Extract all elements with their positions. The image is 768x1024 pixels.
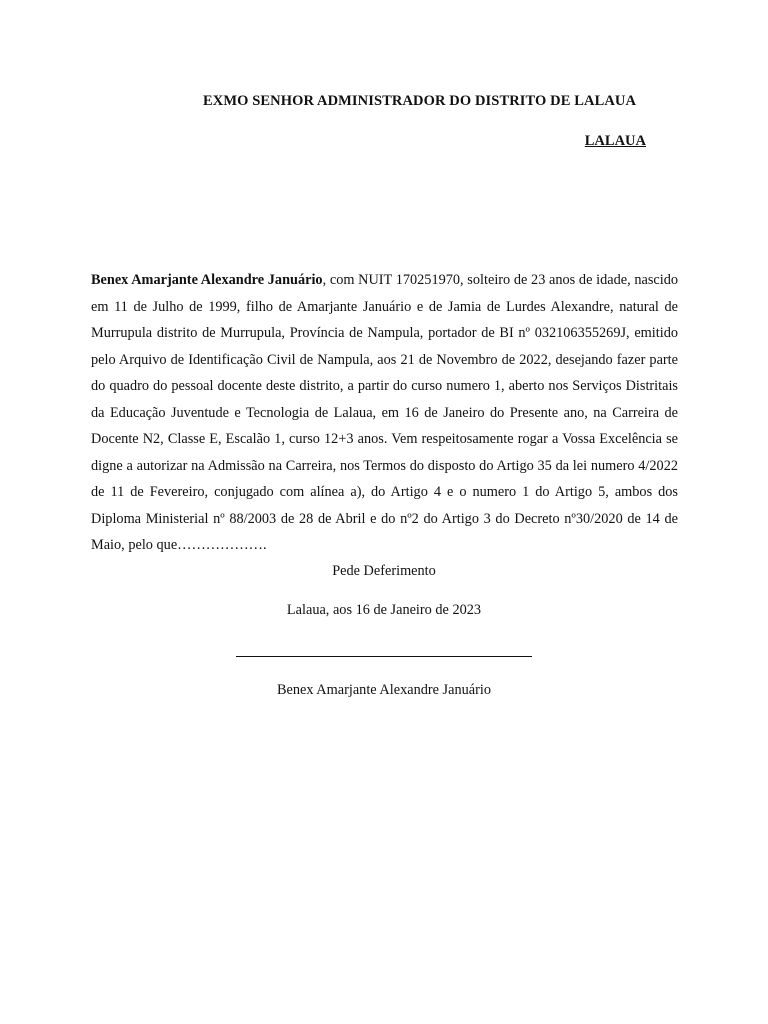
addressee-location: LALAUA	[584, 133, 646, 149]
closing-formula: Pede Deferimento	[332, 563, 436, 579]
place-date: Lalaua, aos 16 de Janeiro de 2023	[286, 602, 482, 618]
addressee-heading: EXMO SENHOR ADMINISTRADOR DO DISTRITO DE LALAUA	[203, 93, 637, 109]
signature-line	[236, 656, 532, 657]
letter-body	[91, 267, 678, 559]
signatory-name: Benex Amarjante Alexandre Januário	[277, 682, 491, 698]
letter-body-text: , com NUIT 170251970, solteiro de 23 anos de idade, nascido em 11 de Julho de 1999, filho de Amarjante Januário e de Jamia de Lurdes Alexandre, natural de Murrupula distrito de Murrupula, Província de Nampula, portador de BI nº 032106355269J, emitido pelo Arquivo de Identificação Civil de Nampula, aos 21 de Novembro de 2022, desejando fazer parte do quadro do pessoal docente deste distrito, a partir do curso numero 1, aberto nos Serviços Distritais da Educação Juventude e Tecnologia de Lalaua, em 16 de Janeiro do Presente ano, na Carreira de Docente N2, Classe E, Escalão 1, curso 12+3 anos. Vem respeitosamente rogar a Vossa Excelência se digne a autorizar na Admissão na Carreira, nos Termos do disposto do Artigo 35 da lei numero 4/2022 de 11 de Fevereiro, conjugado com alínea a), do Artigo 4 e o numero 1 do Artigo 5, ambos dos Diploma Ministerial nº 88/2003 de 28 de Abril e do nº2 do Artigo 3 do Decreto nº30/2020 de 14 de Maio, pelo que……………….	[91, 272, 678, 554]
applicant-name: Benex Amarjante Alexandre Januário	[91, 272, 323, 289]
